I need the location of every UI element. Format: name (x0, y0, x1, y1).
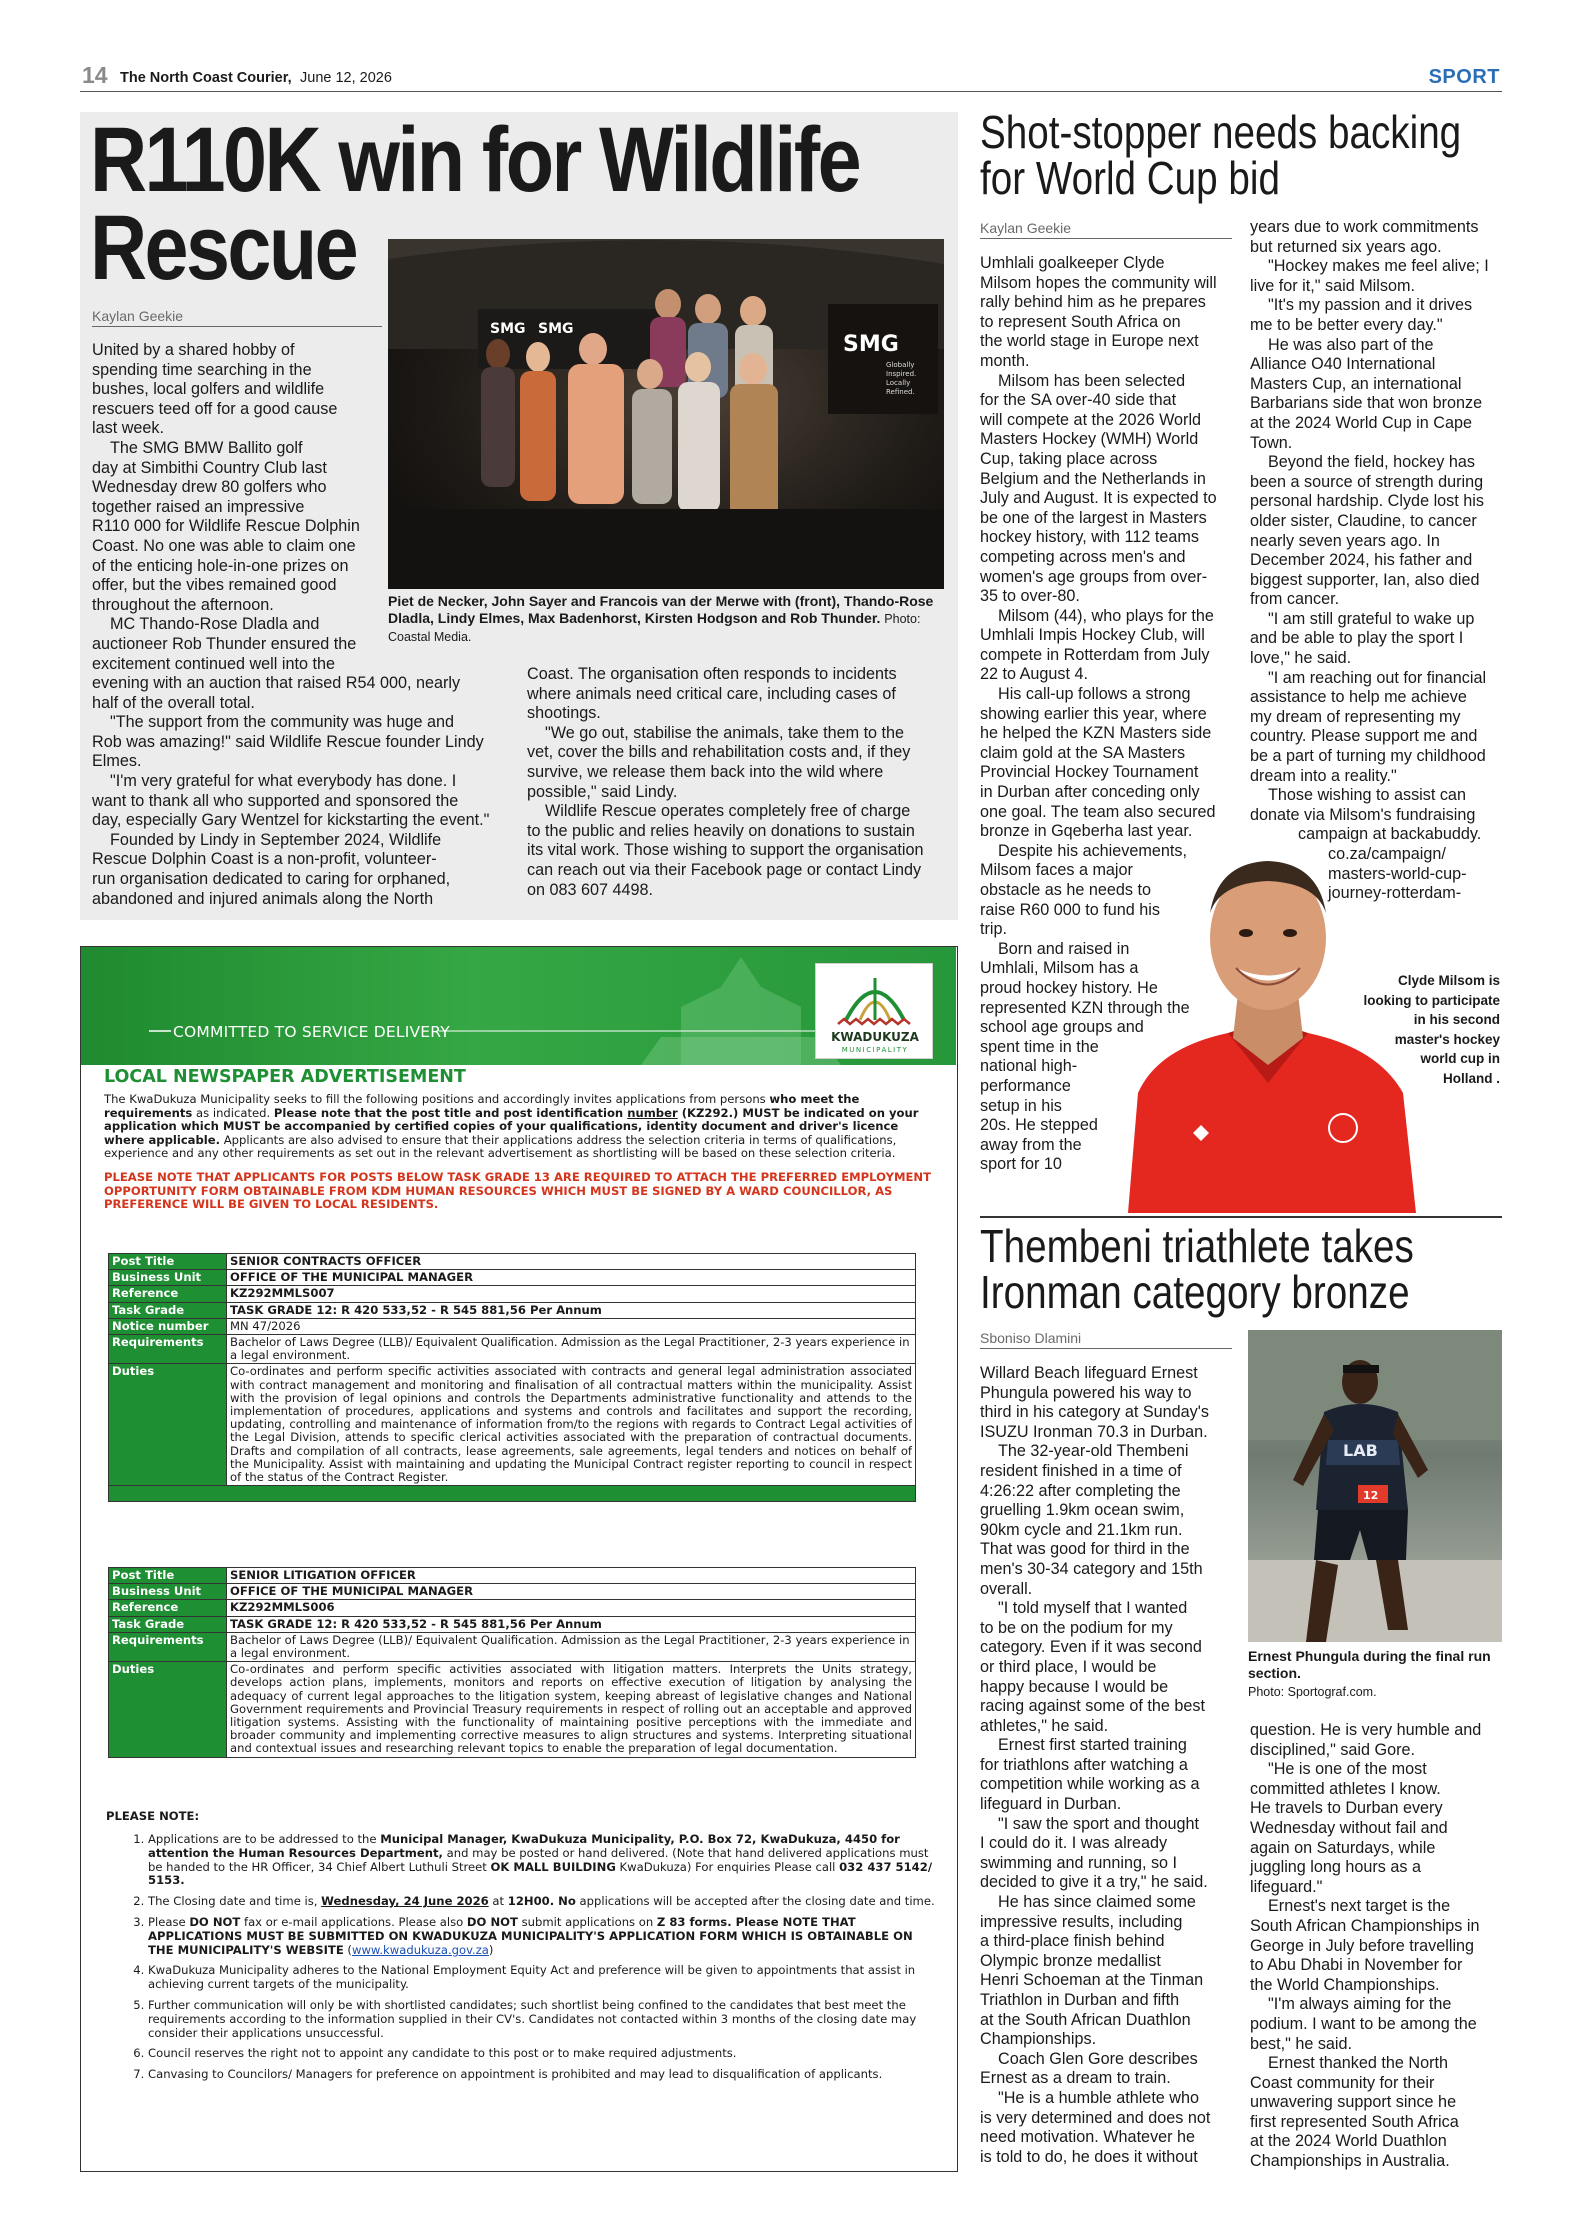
iron-byline: Sboniso Dlamini (980, 1330, 1232, 1349)
ad-banner (81, 947, 956, 1065)
note-2: 2. The Closing date and time is, Wednesday, 24 June 2026 at 12H00. No applications will be accepted after the closing date and time. (148, 1895, 936, 1909)
note-7: 7. Canvasing to Councilors/ Managers for preference on appointment is prohibited and may lead to disqualification of applicants. (148, 2068, 936, 2082)
shot-byline: Kaylan Geekie (980, 220, 1232, 239)
wildlife-byline: Kaylan Geekie (92, 308, 382, 327)
ad-body (104, 1067, 936, 1224)
runner-photo (1248, 1330, 1502, 1642)
shot-headline-2: for World Cup bid (980, 152, 1280, 204)
iron-body-col1: Willard Beach lifeguard Ernest Phungula powered his way to third in his category at Sunday's ISUZU Ironman 70.3 in Durban. The 32-year-old Thembeni resident finished in a time of 4:26:22 after completing the gruelling 1.9km ocean swim, 90km cycle and 21.1km run. That was good for third in the men's 30-34 category and 15th overall. "I told myself that I wanted to be on the podium for my category. Even if it was second or third place, I would be happy because I would be racing against some of the best athletes," he said. Ernest first started training for triathlons after watching a competition while working as a lifeguard in Durban. "I saw the sport and thought I could do it. I was already swimming and running, so I decided to give it a try," he said. He has since claimed some impressive results, including a third-place finish behind Olympic bronze medallist Henri Schoeman at the Tinman Triathlon in Durban and fifth at the South African Duathlon Championships. Coach Glen Gore describes Ernest as a dream to train. "He is a humble athlete who is very determined and does not need motivation. Whatever he is told to do, he does it without (980, 1364, 1211, 2166)
wildlife-article (80, 109, 958, 920)
post-table-contracts: Post Title SENIOR CONTRACTS OFFICER Business Unit OFFICE OF THE MUNICIPAL MANAGER Reference KZ292MMLS007 Task Grade TASK GRADE 12: R 420 533,52 - R 545 881,56 Per Annum Notice number MN 47/2026 Requirements Bachelor of Laws Degree (LLB)/ Equivalent Qualification. Admission as the Legal Practitioner, 2-3 years experience in a legal environment. Duties Co-ordinates and perform specific activities associated with contracts and general legal administration associated with contract management and monitoring and finalisation of all contractual matters within the municipality. Assist with the provision of legal opinions and controls the Departments administrative functionality and attends to the implementation of procedures, applications and systems and controls and facilitates and support the recording, updating, controlling and maintenance of information from/to the regions with regards to Contract Legal activities of the Legal Division, attends to specific clerical activities associated with the preparation of contractual documents. Drafts and compilation of all contracts, lease agreements, sale agreements, legal tenders and notices on behalf of the Municipality. Assist with maintaining and updating the Municipal Contract register reporting to council in respect of the status of the Contract Register. (108, 1253, 916, 1502)
issue-date: June 12, 2026 (300, 70, 392, 86)
post-table-litigation: Post Title SENIOR LITIGATION OFFICER Business Unit OFFICE OF THE MUNICIPAL MANAGER Reference KZ292MMLS006 Task Grade TASK GRADE 12: R 420 533,52 - R 545 881,56 Per Annum Requirements Bachelor of Laws Degree (LLB)/ Equivalent Qualification. Admission as the Legal Practitioner, 2-3 years experience in a legal environment. Duties Co-ordinates and perform specific activities associated with litigation matters. Interprets the Units strategy, develops action plans, implements, monitors and reports on effective execution of litigation by analysing the adequacy of current legal approaches to the litigation system, keeping abreast of legislative changes and National Government requirements and Provincial Treasury requirements in respect of rolling out an acceptable and approved litigation systems. Assisting with the functionality of maintaining positive perceptions with the immediate and broader community and implementing corrective measures to align structures and systems. Interpreting situational and contextual issues and researching relevant topics to enable the preparation of legal documentation. (108, 1567, 916, 1758)
note-6: 6. Council reserves the right not to appoint any candidate to this post or to make required adjustments. (148, 2047, 936, 2061)
runner-caption: Ernest Phungula during the final run section. Photo: Sportograf.com. (1248, 1648, 1502, 1701)
municipal-advertisement (80, 946, 958, 2172)
photo-sign-tag-3: Locally (886, 379, 911, 387)
runner-bib-text: 12 (1363, 1489, 1379, 1502)
photo-sign-tag-4: Refined. (886, 388, 915, 396)
ad-notice: PLEASE NOTE THAT APPLICANTS FOR POSTS BELOW TASK GRADE 13 ARE REQUIRED TO ATTACH THE PREFERRED EMPLOYMENT OPPORTUNITY FORM OBTAINABLE FROM KDM HUMAN RESOURCES WHICH MUST BE SIGNED BY A WARD COUNCILLOR, AS PREFERENCE WILL BE GIVEN TO LOCAL RESIDENTS. (104, 1169, 932, 1212)
page-header (80, 64, 1502, 92)
ad-title: LOCAL NEWSPAPER ADVERTISEMENT (104, 1067, 466, 1087)
wildlife-headline-2: Rescue (90, 197, 357, 299)
photo-sign-tag-1: Globally (886, 361, 915, 369)
photo-sign-tag-2: Inspired. (886, 370, 917, 378)
wildlife-headline-1: R110K win for Wildlife (90, 109, 860, 211)
note-4: 4. KwaDukuza Municipality adheres to the National Employment Equity Act and preference will be given to appointments that assist in achieving current targets of the municipality. (148, 1964, 936, 1992)
runner-shirt-text: LAB (1343, 1441, 1378, 1460)
note-5: 5. Further communication will only be with shortlisted candidates; such shortlist being confined to the candidates that best meet the requirements according to the information supplied in their CV's. Candidates not contacted within 3 months of the closing date may consider their applications unsuccessful. (148, 1999, 936, 2040)
shot-body-col1: Umhlali goalkeeper Clyde Milsom hopes the community will rally behind him as he prepares to represent South Africa on the world stage in Europe next month. Milsom has been selected for the SA over-40 side that will compete at the 2026 World Masters Hockey (WMH) World Cup, taking place across Belgium and the Netherlands in July and August. It is expected to be one of the largest in Masters hockey history, with 112 teams competing across men's and women's age groups from over- 35 to over-80. Milsom (44), who plays for the Umhlali Impis Hockey Club, will compete in Rotterdam from July 22 to August 4. His call-up follows a strong showing earlier this year, where he helped the KZN Masters side claim gold at the SA Masters Provincial Hockey Tournament in Durban after conceding only one goal. The team also secured bronze in Gqeberha last year. Despite his achievements, Milsom faces a major obstacle as he needs to raise R60 000 to fund his trip. Born and raised in Umhlali, Milsom has a proud hockey history. He represented KZN through the school age groups and spent time in the national high- performance setup in his 20s. He stepped away from the sport for 10 (980, 254, 1217, 1174)
page-number: 14 (82, 62, 108, 88)
iron-headline-1: Thembeni triathlete takes (980, 1220, 1414, 1272)
wildlife-caption: Piet de Necker, John Sayer and Francois van der Merwe with (front), Thando-Rose Dladla, Lindy Elmes, Max Badenhorst, Kirsten Hodgson and Rob Thunder. Photo: Coastal Media. (388, 593, 934, 644)
ad-intro: The KwaDukuza Municipality seeks to fill the following positions and accordingly invites applications from persons who meet the requirements as indicated. Please note that the post title and post identification number (KZ292.) MUST be indicated on your application which MUST be accompanied by certified copies of your qualifications, identity document and driver's licence where applicable. Applicants are also advised to ensure that their applications address the selection criteria in terms of qualifications, experience and any other requirements as set out in the relevant advertisement as shortlisting will be based on these selection criteria. (104, 1092, 919, 1161)
municipality-website-link[interactable]: www.kwadukuza.gov.za (351, 1942, 489, 1957)
paper-name: The North Coast Courier, (120, 70, 292, 86)
ad-notes (106, 1809, 936, 2089)
runner-caption-credit: Photo: Sportograf.com. (1248, 1685, 1377, 1699)
ad-banner-text: COMMITTED TO SERVICE DELIVERY (173, 1023, 450, 1041)
wildlife-caption-credit: Photo: Coastal Media. (388, 612, 921, 644)
iron-article (980, 1222, 1502, 2172)
iron-body-col2: question. He is very humble and disciplined," said Gore. "He is one of the most committed athletes I know. He travels to Durban every Wednesday without fail and again on Saturdays, while juggling long hours as a lifeguard." Ernest's next target is the South African Championships in George in July before travelling to Abu Dhabi in November for the World Championships. "I'm always aiming for the podium. I want to be among the best," he said. Ernest thanked the North Coast community for their unwavering support since he first represented South Africa at the 2024 World Duathlon Championships in Australia. (1250, 1721, 1482, 2171)
photo-sign-text: SMG (843, 332, 899, 357)
section-label: SPORT (1428, 66, 1500, 88)
photo-smg-text: SMG (490, 321, 526, 337)
kwadukuza-logo (815, 963, 933, 1059)
note-1: 1. Applications are to be addressed to the Municipal Manager, KwaDukuza Municipality, P.O. Box 72, KwaDukuza, 4450 for attention the Human Resources Department, and may be posted or hand delivered. (Note that hand delivered applications must be handed to the HR Officer, 34 Chief Albert Luthuli Street OK MALL BUILDING KwaDukuza) For enquiries Please call 032 437 5142/ 5153. (148, 1833, 936, 1888)
shot-headline-1: Shot-stopper needs backing (980, 106, 1462, 158)
note-3: 3. Please DO NOT fax or e-mail applications. Please also DO NOT submit applications on Z 83 forms. Please NOTE THAT APPLICATIONS MUST BE SUBMITTED ON KWADUKUZA MUNICIPALITY'S APPLICATION FORM WHICH IS OBTAINABLE ON THE MUNICIPALITY'S WEBSITE (www.kwadukuza.gov.za) (148, 1916, 936, 1957)
wildlife-body-col1: United by a shared hobby of spending time searching in the bushes, local golfers and wildlife rescuers teed off for a good cause last week. The SMG BMW Ballito golf day at Simbithi Country Club last Wednesday drew 80 golfers who together raised an impressive R110 000 for Wildlife Rescue Dolphin Coast. No one was able to claim one of the enticing hole-in-one prizes on offer, but the vibes remained good throughout the afternoon. MC Thando-Rose Dladla and auctioneer Rob Thunder ensured the excitement continued well into the evening with an auction that raised R54 000, nearly half of the overall total. "The support from the community was huge and Rob was amazing!" said Wildlife Rescue founder Lindy Elmes. "I'm very grateful for what everybody has done. I want to thank all who supported and sponsored the day, especially Gary Wentzel for kickstarting the event." Founded by Lindy in September 2024, Wildlife Rescue Dolphin Coast is a non-profit, volunteer- run organisation dedicated to caring for orphaned, abandoned and injured animals along the North (92, 341, 490, 908)
kwadukuza-logo-sub: MUNICIPALITY (841, 1046, 909, 1054)
please-note-heading: PLEASE NOTE: (106, 1809, 200, 1823)
photo-smg-text-2: SMG (538, 321, 574, 337)
shot-bottom-rule (980, 1216, 1502, 1218)
shot-article (980, 108, 1502, 1218)
clyde-caption: Clyde Milsom is looking to participate in his second master's hockey world cup in Holland . (1363, 973, 1500, 1086)
shot-body-col2: years due to work commitments but returned six years ago. "Hockey makes me feel alive; I live for it," said Milsom. "It's my passion and it drives me to be better every day." He was also part of the Alliance O40 International Masters Cup, an international Barbarians side that won bronze at the 2024 World Cup in Cape Town. Beyond the field, hockey has been a source of strength during personal hardship. Clyde lost his older sister, Claudine, to cancer nearly seven years ago. In December 2024, his father and biggest supporter, Ian, also died from cancer. "I am still grateful to wake up and be able to play the sport I love," he said. "I am reaching out for financial assistance to help me achieve my dream of representing my country. Please support me and be a part of turning my childhood dream into a reality." Those wishing to assist can donate via Milsom's fundraising campaign at backabuddy. co.za/campaign/ masters-world-cup- journey-rotterdam- (1250, 218, 1489, 903)
kwadukuza-logo-name: KWADUKUZA (831, 1030, 919, 1044)
wildlife-body-col2: Coast. The organisation often responds to incidents where animals need critical care, including cases of shootings. "We go out, stabilise the animals, take them to the vet, cover the bills and rehabilitation costs and, if they survive, we release them back into the wild where possible," said Lindy. Wildlife Rescue operates completely free of charge to the public and relies heavily on donations to sustain its vital work. Those wishing to support the organisation can reach out via their Facebook page or contact Lindy on 083 607 4498. (527, 665, 924, 899)
iron-headline-2: Ironman category bronze (980, 1266, 1410, 1318)
